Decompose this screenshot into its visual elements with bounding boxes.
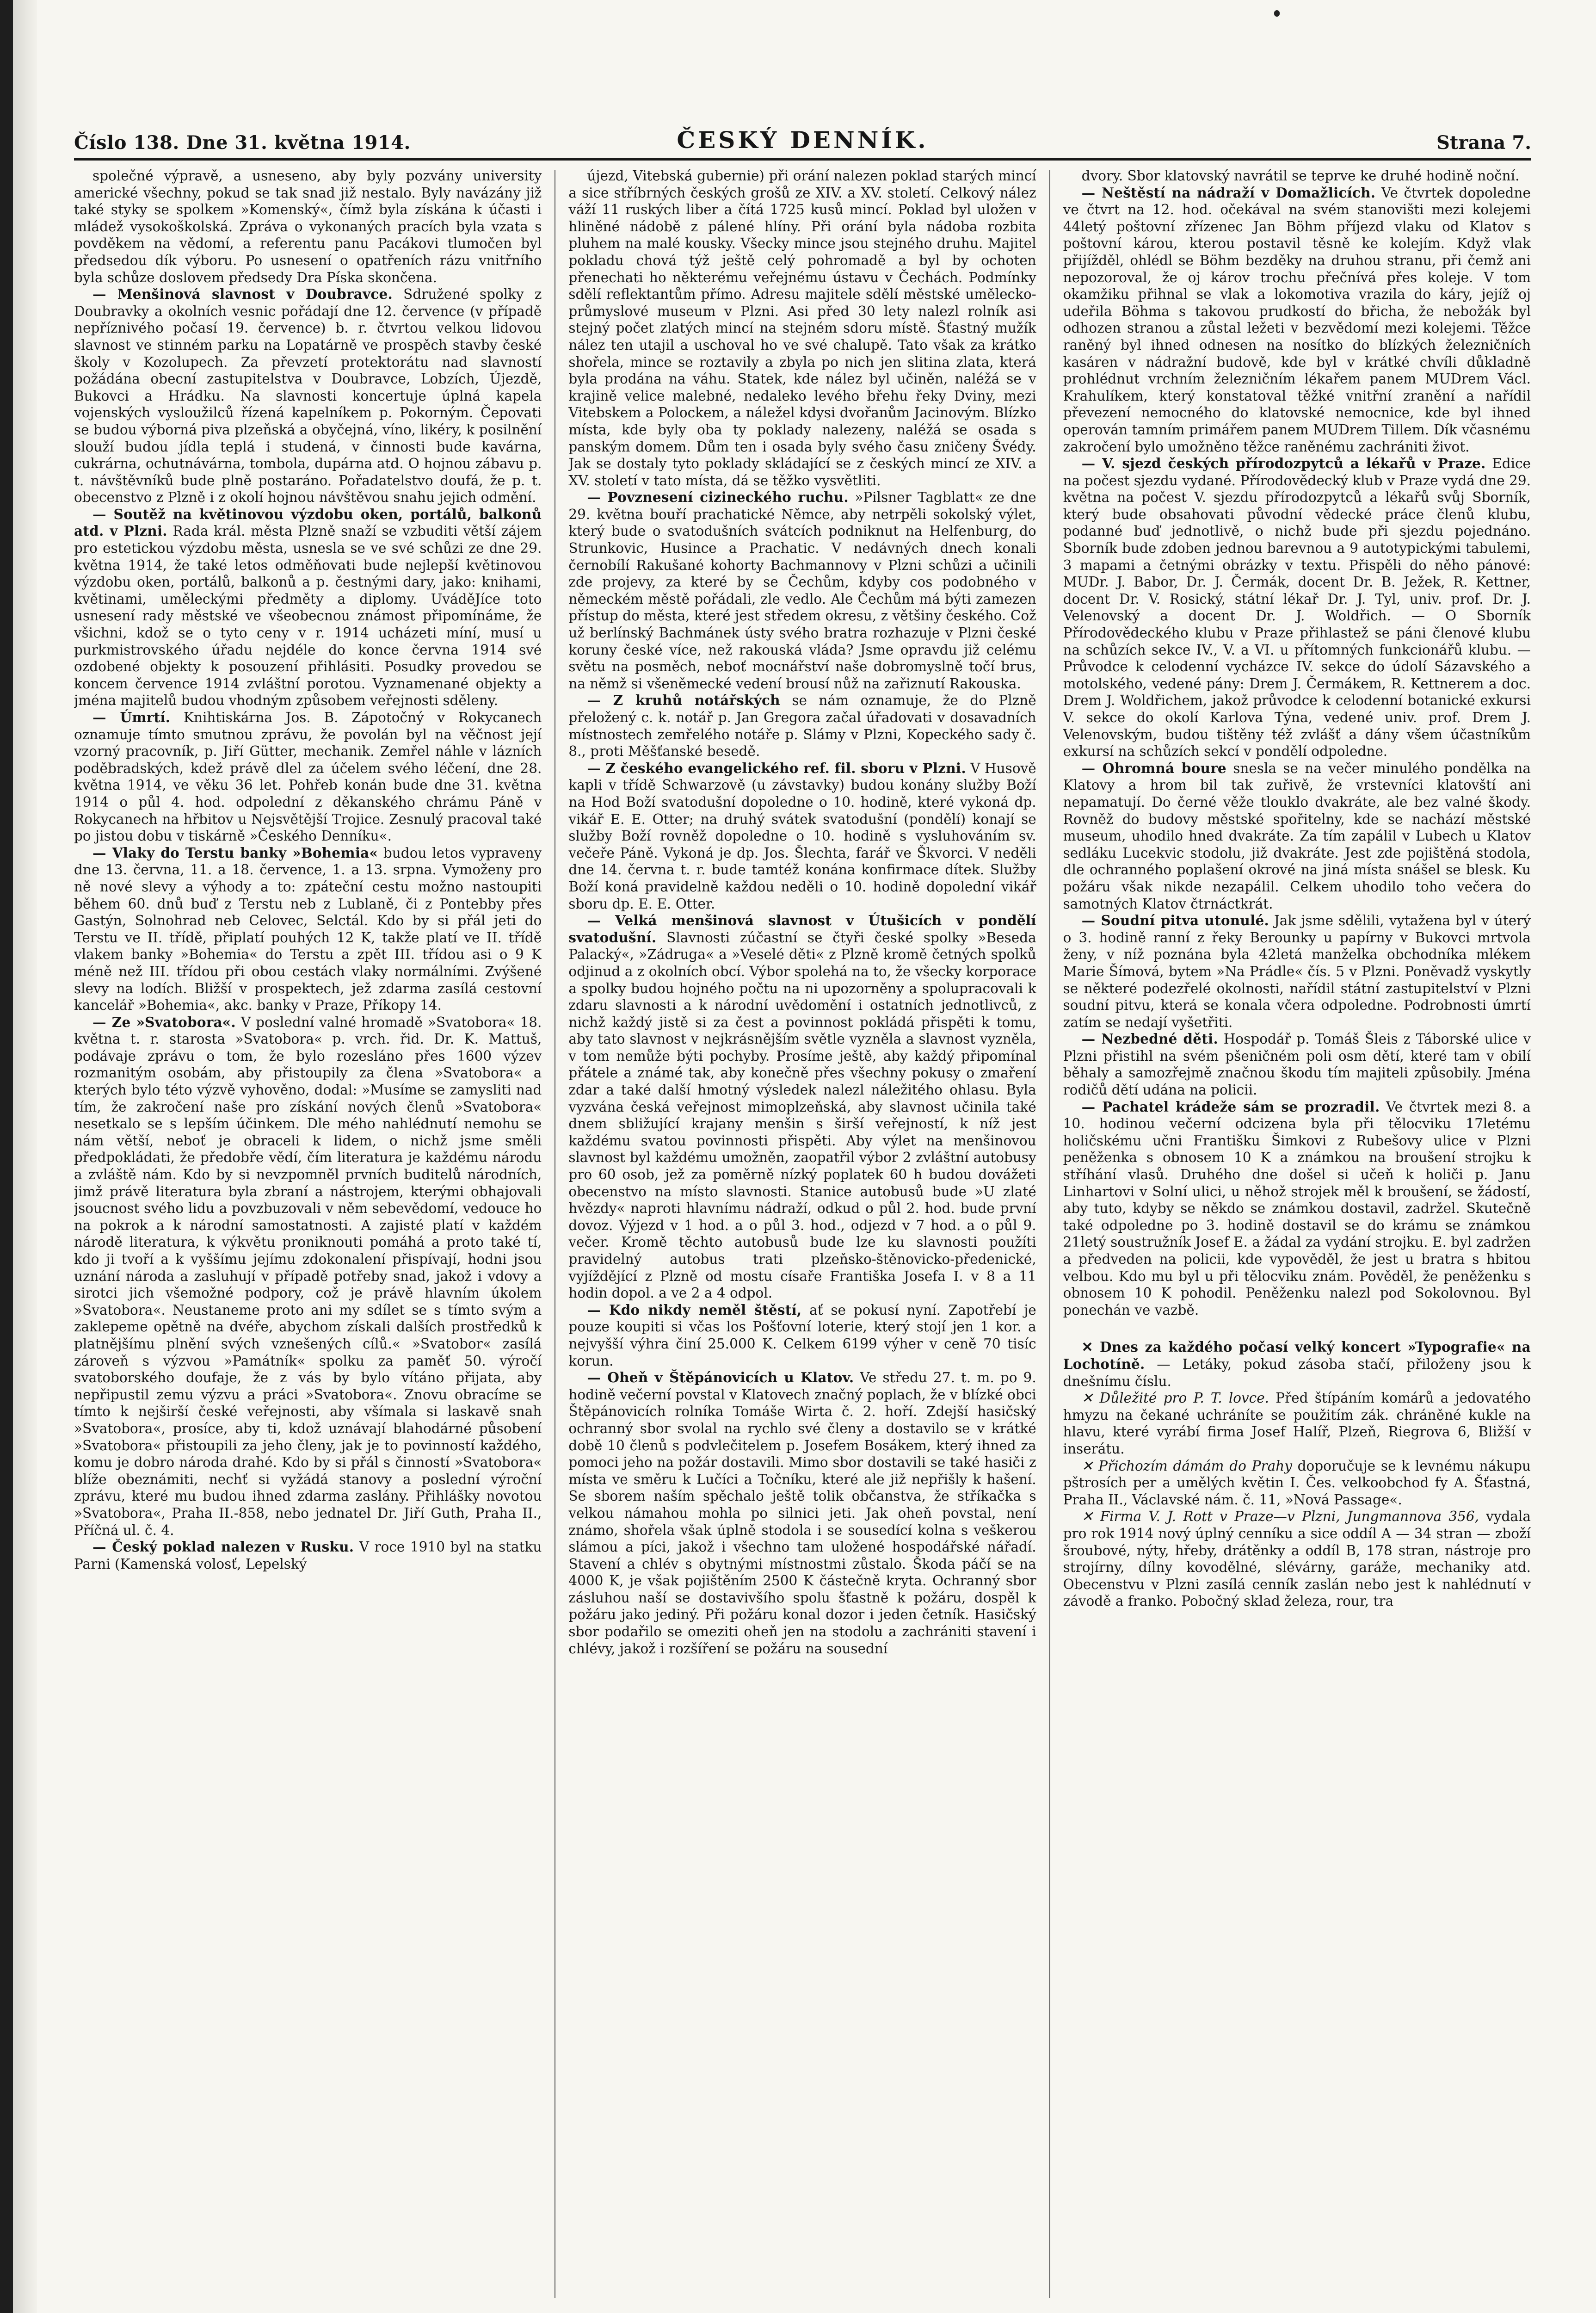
article-paragraph	[1063, 1508, 1531, 1610]
article-text: Knihtiskárna Jos. B. Zápotočný v Rokycanech oznamuje tímto smutnou zprávu, že povolán byl na věčnost její vzorný pracovník, p. Jiří Gütter, mechanik. Zemřel náhle v lázních poděbradských, kdež právě dlel za účelem svého léčení, dne 28. května 1914, ve věku 36 let. Pohřeb konán bude dne 31. května 1914 o půl 4. hod. odpolední z děkanského chrámu Páně v Rokycanech na hřbitov u Nejsvětější Trojice. Zesnulý pracoval také po jistou dobu v tiskárně »Českého Denníku«.	[74, 710, 542, 844]
article-headline: — Oheň v Štěpánovicích u Klatov.	[587, 1369, 854, 1386]
article-headline: — Ohromná boure	[1081, 760, 1226, 776]
notice-headline: ✕ Důležité pro P. T. lovce.	[1081, 1390, 1269, 1406]
page-header	[74, 121, 1531, 154]
article-headline: — V. sjezd českých přírodozpytců a lékařů v Praze.	[1081, 455, 1486, 472]
section-gap	[1063, 1318, 1531, 1339]
masthead-title: ČESKÝ DENNÍK.	[677, 126, 929, 154]
article-text: Ve čtvrtek dopoledne ve čtvrt na 12. hod. očekával na svém stanovišti mezi kolejemi 44letý poštovní zřízenec Jan Böhm příjezd vlaku od Klatov s poštovní károu, kterou postavil těsně ke kolejím. Když vlak přijížděl, ohlédl se Böhm bezděky na druhou stranu, při čemž ani nepozoroval, že oj károv trochu přečnívá přes koleje. V tom okamžiku přihnal se vlak a lokomotiva vrazila do káry, jejíž oj udeřila Böhma s takovou prudkostí do břicha, že nebožák byl odhozen stranou a zůstal ležeti v bezvědomí mezi kolejemi. Těžce raněný byl ihned odnesen na nosítko do blízkých železničních kasáren v nádražní budově, kde byl v krátké chvíli důkladně prohlédnut vrchním železničním lékařem panem MUDrem Václ. Krahulíkem, který konstatoval těžké vnitřní zranění a nařídil převezení nemocného do klatovské nemocnice, kde byl ihned operován tamním primářem panem MUDrem Tillem. Dík včasnému zakročení bylo umožněno těžce raněnému zachrániti život.	[1063, 185, 1531, 455]
article-headline: — Z kruhů notářských	[587, 692, 780, 709]
article-paragraph	[568, 692, 1036, 760]
print-mark	[1274, 10, 1280, 17]
article-text: Před štípáním komárů a jedovatého hmyzu na čekané uchráníte se použitím zák. chráněné kukle na hlavu, které vyrábí firma Josef Halíř, Plzeň, Riegrova 6, Bližší v inserátu.	[1063, 1390, 1531, 1457]
article-text: Edice na počest sjezdu vydané. Přírodovědecký klub v Praze vydá dne 29. května na počest V. sjezdu přírodozpytců a lékařů svůj Sborník, který bude obsahovati původní vědecké práce členů klubu, podanné buď jednotlivě, o nichž bude při sjezdu pojednáno. Sborník bude zdoben jednou barevnou a 9 autotypickými tabulemi, 3 mapami a četnými obrázky v textu. Přispěli do něho pánové: MUDr. J. Babor, Dr. J. Čermák, docent Dr. B. Ježek, R. Kettner, docent Dr. V. Rosický, státní lékař Dr. J. Tyl, univ. prof. Dr. J. Velenovský a docent Dr. J. Woldřich. — O Sborník Přírodovědeckého klubu v Praze přihlastež se páni členové klubu na schůzích sekce IV., V. a VI. u přítomných funkcionářů klubu. — Průvodce k celodenní vycházce IV. sekce do údolí Sázavského a motolského, vedené pány: Drem J. Čermákem, R. Kettnerem a doc. Drem J. Woldřichem, jakož průvodce k celodenní botanické exkursi V. sekce do okolí Karlova Týna, vedené univ. prof. Drem J. Velenovským, budou tištěny též zvlášť a dány všem účastníkům exkursí na schůzích sekcí v pondělí odpoledne.	[1063, 456, 1531, 760]
article-paragraph	[1063, 185, 1531, 456]
article-paragraph	[74, 167, 542, 286]
article-paragraph	[74, 286, 542, 506]
article-text: ať se pokusí nyní. Zapotřebí je pouze koupiti si včas los Pošťovní loterie, který stojí jen 1 kor. a nejvyšší výhra činí 25.000 K. Celkem 6199 výher v ceně 70 tisíc korun.	[568, 1302, 1036, 1369]
article-paragraph	[568, 489, 1036, 692]
notice-headline: ✕ Přichozím dámám do Prahy	[1081, 1458, 1292, 1474]
page-gutter	[13, 0, 37, 2313]
article-text: se nám oznamuje, že do Plzně přeložený c. k. notář p. Jan Gregora začal úřadovati v dosavadních místnostech zemřelého notáře p. Slámy v Plzni, Kopeckého sady č. 8., proti Měšťanské besedě.	[568, 693, 1036, 760]
article-headline: — Menšinová slavnost v Doubravce.	[92, 286, 393, 303]
article-paragraph	[1063, 1031, 1531, 1098]
article-headline: — Ze »Svatobora«.	[92, 1014, 236, 1030]
article-text: — Letáky, pokud zásoba stačí, přiloženy jsou k dnešnímu číslu.	[1063, 1356, 1531, 1389]
article-headline: — Úmrtí.	[92, 709, 171, 725]
article-paragraph	[1063, 760, 1531, 912]
article-paragraph	[568, 760, 1036, 912]
article-text: Ve středu 27. t. m. po 9. hodině večerní povstal v Klatovech značný poplach, že v blízké obci Štěpánovicích rolníka Tomáše Wirta č. 2. hoří. Zdejší hasičský ochranný sbor svolal na rychlo své členy a dostavilo se v krátké době 10 členů s podvlečitelem p. Josefem Bosákem, který ihned za pomoci jeho na požár dostavili. Mimo sbor dostavili se také hasiči z místa ve směru k Lučíci a Točníku, které ale již nepřišly k hašení. Se sborem naším spěchalo ještě tolik občanstva, že stříkačka s velkou námahou mohla po silnici jeti. Jak oheň povstal, není známo, shořela však úplně stodola i se sousedící kolna s veškerou slámou a píci, jakož i všechno tam uložené hospodářské nářadí. Stavení a chlév s obytnými místnostmi zůstalo. Škoda páčí se na 4000 K, je však pojištěním 2500 K částečně kryta. Ochranný sbor zásluhou naší se dostavivšího spolu šťastně k požáru, dospěl k požáru jako jediný. Při požáru konal dozor i jeden četník. Hasičský sbor podařilo se omeziti oheň jen na stodolu a zachrániti stavení i chlévy, jakož i rozšíření se požáru na sousední	[568, 1370, 1036, 1657]
article-paragraph	[568, 912, 1036, 1302]
article-text: společné výpravě, a usneseno, aby byly pozvány university americké všechny, pokud se tak snad již nestalo. Byly navázány již také styky se spolkem »Komenský«, čímž byla získána k účasti i mládež vysokoškolská. Zpráva o vykonaných pracích byla vzata s povděkem na vědomí, a referentu panu Pacákovi tlumočen byl předsedou dík výboru. Po usnesení o opatřeních rázu vnitřního byla schůze doslovem předsedy Dra Píska skončena.	[74, 168, 542, 285]
page-number: Strana 7.	[1436, 132, 1531, 154]
previous-page-edge	[0, 0, 13, 2313]
article-text: doporučuje se k levnému nákupu pštrosích per a umělých květin I. Čes. velkoobchod fy A. Šťastná, Praha II., Václavské nám. č. 11, »Nová Passage«.	[1063, 1458, 1531, 1508]
article-paragraph	[1063, 455, 1531, 760]
article-headline: — Neštěstí na nádraží v Domažlicích.	[1081, 184, 1376, 201]
article-headline: — Z českého evangelického ref. fil. sboru v Plzni.	[587, 760, 966, 776]
article-headline: — Vlaky do Terstu banky »Bohemia«	[92, 844, 378, 861]
article-paragraph	[1063, 167, 1531, 185]
article-headline: — Nezbedné děti.	[1081, 1031, 1218, 1047]
article-text: V poslední valné hromadě »Svatobora« 18. května t. r. starosta »Svatobora« p. vrch. řid. Dr. K. Mattuš, podávaje zprávu o tom, že bylo rozesláno přes 1600 výzev rozmanitým osobám, aby přistoupily za člena »Svatobora« a kterých bylo této výzvě vyhověno, dodal: »Musíme se zamysliti nad tím, že zakročení naše pro získání nových členů »Svatobora« nesetkalo se s lepším účinkem. Dle mého nahlédnutí nemohu se nám větší, neboť je obraceli k lidem, o nichž jsme směli předpokládati, že předobře vědí, čím literatura je každému národu a zvláště nám. Kdo by si nevzpomněl prvních buditelů národních, jimž právě literatura byla zbraní a nástrojem, kterými obhajovali jsoucnost svého lidu a povzbuzovali v něm sebevědomí, vedouce ho na pokrok a k národní samostatnosti. A zajisté platí v každém národě literatura, k výkvětu proniknouti pomáhá a proto také tí, kdo ji tvoří a k vyššímu jejímu zdokonalení přispívají, hodni jsou uznání národa a zasluhují v případě potřeby snad, jakož i vdovy a sirotci jich všemožné podpory, což je právě hlavním úkolem »Svatobora«. Neustaneme proto ani my sdílet se s tímto svým a zaklepeme opětně na dvéře, abychom získali dalších prostředků k platnějšímu plnění svých vznešených cílů.« »Svatobor« zasílá zároveň s výzvou »Památník« spolku za paměť 50. výročí svatoborského doufaje, že z vás by bylo vítáno přijata, aby nepřipustil zemu výzvu a práci »Svatobora«. Znovu obracíme se tímto k nejširší české veřejnosti, aby všímala si laskavě snah »Svatobora«, prosíce, aby ti, kdož uznávají blahodárné působení »Svatobora« přistoupili za jeho členy, jak je to povinností každého, komu je dobro národa drahé. Kdo by si přál s činností »Svatobora« blíže obeznámiti, nechť si vyžádá stanovy a poslední výroční zprávu, které mu budou ihned zdarma zaslány. Přihlášky novotou »Svatobora«, Praha II.-858, nebo jednatel Dr. Jiří Guth, Praha II., Příčná ul. č. 4.	[74, 1014, 542, 1538]
column-1	[74, 167, 542, 2313]
column-2	[568, 167, 1036, 2313]
article-text: Sdružené spolky z Doubravky a okolních vesnic pořádají dne 12. července (v případě nepříznivého počasí 19. července) b. r. čtvrtou velkou lidovou slavnost ve stinném parku na Lopatárně ve prospěch stavby české školy v Kozolupech. Za převzetí protektorátu nad slavností požádána obecní zastupitelstva v Doubravce, Lobzích, Újezdě, Bukovci a Hrádku. Na slavnosti koncertuje úplná kapela vojenských vysloužilců řízená kapelníkem p. Pokorným. Čepovati se budou výborná piva plzeňská a obyčejná, víno, likéry, k posilnění slouží budou jídla teplá i studená, v činnosti bude kavárna, cukrárna, ochutnávárna, tombola, dupárna atd. O hojnou zábavu p. t. návštěvníků bude plně postaráno. Pořadatelstvo doufá, že p. t. obecenstvo z Plzně i z okolí hojnou návštěvou snahu jejich odmění.	[74, 286, 542, 506]
article-paragraph	[74, 709, 542, 845]
article-paragraph	[1063, 1099, 1531, 1319]
column-3	[1063, 167, 1531, 2313]
article-paragraph	[568, 1302, 1036, 1369]
article-headline: — Povznesení cizineckého ruchu.	[587, 489, 849, 506]
article-headline: — Soutěž na květinovou výzdobu oken, portálů, balkonů atd. v Plzni.	[74, 506, 542, 539]
article-text: Jak jsme sdělili, vytažena byl v úterý o 3. hodině ranní z řeky Berounky u papírny v Bukovci mrtvola ženy, v níž poznána byla 42letá manželka obchodníka mlékem Marie Šímová, bytem »Na Prádle« čís. 5 v Plzni. Poněvadž vyskytly se některé podezřelé okolnosti, nařídil státní zastupitelství v Plzni soudní pitvu, která se konala včera odpoledne. Podrobnosti úmrtí zatím se nedají vyšetřiti.	[1063, 913, 1531, 1030]
article-paragraph	[1063, 1390, 1531, 1457]
article-text: budou letos vypraveny dne 13. června, 11. a 18. července, 1. a 13. srpna. Vymoženy pro ně nové slevy a výhody a to: zpáteční cestu možno nastoupiti během 60. dnů buď z Terstu neb z Lublaně, či z Pontebby přes Gastýn, Solnohrad neb Celovec, Selctál. Kdo by si přál jeti do Terstu ve II. třídě, připlatí pouhých 12 K, takže platí ve II. třídě vlakem banky »Bohemia« do Terstu a zpět III. třídou asi o 9 K méně než III. třídou při obou cestách vlaky normálními. Zvýšené slevy na lodích. Bližší v prospektech, jež zdarma zasílá cestovní kancelář »Bohemia«, akc. banky v Praze, Příkopy 14.	[74, 845, 542, 1014]
article-text: »Pilsner Tagblatt« ze dne 29. května bouří prachatické Němce, aby netrpěli sokolský výlet, který bude o svatodušních svátcích podniknut na Helfenburg, do Strunkovic, Husince a Prachatic. V nedávných dnech konali černobílí Rakušané kohorty Bachmannovy v Plzni schůzi a učinili zde projevy, za které by se Čechům, kdyby cos podobného v německém městě pořádali, zle vedlo. Ale Čechům má býti zamezen přístup do města, které jest středem okresu, z většiny českého. Což už berlínský Bachmánek ústy svého bratra rozhazuje v Plzni české koruny české více, než rakouská vláda? Jsme opravdu již celému světu na posměch, neboť mocnářství naše dobromyslně točí brus, na němž si všeněmecké vedení brousí nůž na zařiznutí Rakouska.	[568, 489, 1036, 692]
issue-date: Číslo 138. Dne 31. května 1914.	[74, 132, 411, 154]
article-text: Rada král. města Plzně snaží se vzbuditi větší zájem pro estetickou výzdobu města, usnesla se ve své schůzi ze dne 29. května 1914, že také letos odměňovati bude nejlepší květinovou výzdobu oken, portálů, balkonů a p. čestnými dary, jako: knihami, květinami, uměleckými předměty a diplomy. UváděJíce toto usnesení rady městské ve všeobecnou známost připomínáme, že všichni, kdož se o tyto ceny v r. 1914 ucházeti míní, musí u purkmistrovského úřadu nejdéle do konce června 1914 své ozdobené objekty k posouzení přihlásiti. Posudky provedou se koncem července 1914 zvláštní porotou. Vyznamenané objekty a jména majitelů budou vhodným způsobem veřejnosti sděleny.	[74, 523, 542, 709]
article-paragraph	[568, 1369, 1036, 1657]
article-text: Slavnosti zúčastní se čtyři české spolky »Beseda Palacký«, »Zádruga« a »Veselé děti« z Plzně kromě četných spolků odjinud a z okolních obcí. Výbor spolehá na to, že všecky korporace a spolky budou hojného počtu na ni upozorněny a spolupracovali k zdaru slavnosti a k národní uvědomění i ostatních jednotlivců, z nichž každý jistě si za čest a povinnost pokládá přispěti k tomu, aby tato slavnost v nejkrásnějším světle vyzněla a slavnost vyzněla, v tom nemůže býti pochyby. Prosíme ještě, aby každý připomínal přátele a známé tak, aby konečně přes všechny pokusy o zmaření zdar a také další hmotný výsledek nalezl náležitého ohlasu. Byla vyzvána česká veřejnost mimoplzeňská, aby slavnost učinila také dnem sbližující krajany menšin s širší veřejností, k níž jest každému svatou povinnosti přispěti. Aby výlet na menšinovou slavnost byl každému umožněn, zaopatřil výbor 2 zvláštní autobusy pro 60 osob, jež za poměrně nízký poplatek 60 h budou dovážeti obecenstvo na místo slavnosti. Stanice autobusů bude »U zlaté hvězdy« naproti hlavnímu nádraží, odkud o půl 2. hod. bude první dovoz. Výjezd v 1 hod. a o půl 3. hod., odjezd v 7 hod. a o půl 9. večer. Kromě těchto autobusů bude lze ku slavnosti použíti pravidelný autobus trati plzeňsko-štěnovicko-předenické, vyjíždějící z Plzně od mostu císaře Františka Josefa I. v 8 a 11 hodin dopol. a ve 2 a 4 odpol.	[568, 929, 1036, 1301]
article-paragraph	[74, 1014, 542, 1539]
article-headline: — Kdo nikdy neměl štěstí,	[587, 1301, 802, 1318]
article-headline: — Velká menšinová slavnost v Útušicích v pondělí svatodušní.	[568, 912, 1036, 946]
notice-headline: ✕ Firma V. J. Rott v Praze—v Plzni, Jungmannova 356,	[1081, 1509, 1479, 1525]
article-headline: — Pachatel krádeže sám se prozradil.	[1081, 1098, 1380, 1115]
article-headline: — Český poklad nalezen v Rusku.	[92, 1539, 354, 1555]
article-text: Hospodář p. Tomáš Šleis z Táborské ulice v Plzni přistihl na svém pšeničném poli osm dětí, které tam v obilí běhaly a samozřejmě značnou škodu tím majiteli způsobily. Jména rodičů dětí udána na policii.	[1063, 1031, 1531, 1098]
header-rule	[74, 158, 1531, 161]
article-text: vydala pro rok 1914 nový úplný cenníku a sice oddíl A — 34 stran — zboží šroubové, nýty, hřeby, drátěnky a oddíl B, 178 stran, nástroje pro strojírny, dílny kovodělné, slévárny, garáže, mechaniky atd. Obecenstvu v Plzni zasílá cenník zaslán nebo jest k nahlédnutí v závodě a franko. Pobočný sklad železa, rour, tra	[1063, 1509, 1531, 1609]
article-text: V Husově kapli v třídě Schwarzově (u závstavky) budou konány služby Boží na Hod Boží svatodušní dopoledne o 10. hodině, které vykoná dp. vikář E. E. Otter; na druhý svátek svatodušní (pondělí) konají se služby Boží rovněž dopoledne o 10. hodině s vysluhováním sv. večeře Páně. Vykoná je dp. Jos. Šlechta, farář ve Škvorci. V neděli dne 14. června t. r. bude tamtéž konána konfirmace dítek. Služby Boží koná pravidelně každou neděli o 10. hodině dopolední vikář sboru dp. E. E. Otter.	[568, 760, 1036, 912]
article-text: snesla se na večer minulého pondělka na Klatovy a hrom bil tak zuřivě, že vrstevníci klatovští ani nepamatují. Do černé věže tlouklo dvakráte, ale bez valné škody. Rovněž do budovy městské spořitelny, kde se nachází městské museum, uhodilo hned dvakráte. Za tím zapálil v Lubech u Klatov sedláku Lucekvic stodolu, již dvakráte. Jest zde pojištěná stodola, dle ochranného poplašení okrové na jiná místa snášel se blesk. Ku požáru však nikde nezapálil. Celkem uhodilo toho večera do samotných Klatov čtrnáctkrát.	[1063, 760, 1531, 912]
article-paragraph	[1063, 1339, 1531, 1390]
article-text: dvory. Sbor klatovský navrátil se teprve ke druhé hodině noční.	[1081, 168, 1520, 184]
article-text: újezd, Vitebská gubernie) při orání nalezen poklad starých mincí a sice stříbrných českých grošů ze XIV. a XV. století. Celkový nález váží 11 ruských liber a čítá 1725 kusů mincí. Poklad byl uložen v hliněné nádobě z pálené hlíny. Při orání byla nádoba rozbita pluhem na malé kousky. Všecky mince jsou stejného druhu. Majitel pokladu chová týž ještě celý pohromadě a byl by ochoten přenechati ho některému veřejnému ústavu v Čechách. Podmínky sdělí reflektantům přímo. Adresu majitele sdělí městské umělecko-průmyslové museum v Plzni. Asi před 30 lety nalezl rolník asi stejný počet zlatých mincí na stejném sdoru místě. Šťastný mužík nález ten utajil a uschoval ho ve své chalupě. Tato však za krátko shořela, mince se roztavily a zbyla po nich jen slitina zlata, která byla prodána na váhu. Statek, kde nález byl učiněn, naléžá se v krajině velice malebné, nedaleko levého břehu řeky Dviny, mezi Vitebskem a Polockem, a náležel kdysi dvořanům Jacinovým. Blízko místa, kde byly oba ty poklady nalezeny, naléžá se osada s panským domem. Dům ten i osada byly svého času zničeny Švédy. Jak se dostaly tyto poklady skládající se z českých mincí ze XIV. a XV. století v tato místa, dá se těžko vysvětliti.	[568, 168, 1036, 489]
column-divider	[1049, 170, 1050, 2298]
article-columns	[74, 167, 1531, 2313]
article-paragraph	[1063, 912, 1531, 1031]
article-text: Ve čtvrtek mezi 8. a 10. hodinou večerní odcizena byla při tělocviku 17letému holičskému učni Františku Šimkovi z Rubešovy ulice v Plzni peněženka s obnosem 10 K a známkou na broušení strojku k stříhání vlasů. Druhého dne došel si učeň k holiči p. Janu Linhartovi v Solní ulici, u něhož strojek měl k broušení, se žádostí, aby tuto, kdyby se někdo se známkou dostavil, zadržel. Skutečně také odpoledne po 3. hodině dostavil se do krámu se známkou 21letý soustružník Josef E. a žádal za vydání strojku. E. byl zadržen a předveden na policii, kde vypověděl, že jest u bratra s hbitou velbou. Kdo mu byl u při tělocviku znám. Pověděl, že peněženku s obnosem 10 K pohodil. Peněženku nalezl pod Sokolovnou. Byl ponechán ve vazbě.	[1063, 1099, 1531, 1318]
article-text: V roce 1910 byl na statku Parni (Kamenská volosť, Lepelský	[74, 1539, 542, 1572]
article-paragraph	[568, 167, 1036, 489]
article-headline: ✕ Dnes za každého počasí velký koncert »Typografie« na Lochotíně.	[1063, 1339, 1531, 1372]
article-paragraph	[74, 506, 542, 709]
article-paragraph	[74, 1539, 542, 1572]
article-paragraph	[1063, 1458, 1531, 1509]
article-headline: — Soudní pitva utonulé.	[1081, 912, 1269, 929]
article-paragraph	[74, 845, 542, 1014]
